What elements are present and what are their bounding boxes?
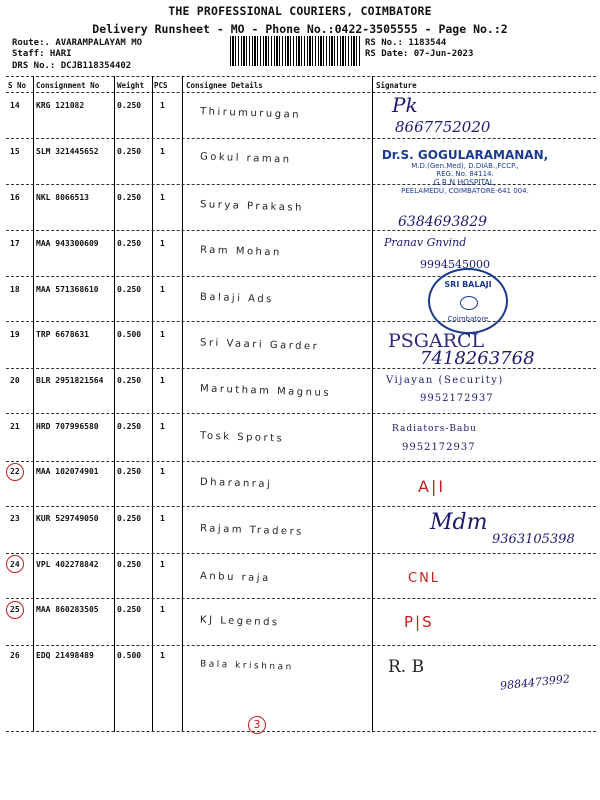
col-divider [33, 76, 34, 732]
row-pcs: 1 [160, 376, 165, 385]
doctor-address: PEELAMEDU, COIMBATORE-641 004. [401, 187, 529, 195]
col-divider [372, 76, 373, 732]
consignee-name: Tosk Sports [199, 430, 285, 445]
row-sno: 24 [10, 560, 20, 569]
row-pcs: 1 [160, 285, 165, 294]
signature-scribble: Pk [392, 93, 418, 117]
status-note: P|S [404, 613, 434, 631]
row-pcs: 1 [160, 193, 165, 202]
row-sno: 14 [10, 101, 20, 110]
signature-name: Pranav Gnvind [384, 236, 467, 249]
row-divider [6, 413, 596, 414]
col-divider [182, 76, 183, 732]
col-header-consignment: Consignment No [36, 81, 100, 90]
col-header-signature: Signature [376, 81, 417, 90]
row-divider [6, 230, 596, 231]
stamp-bottom-text: Coimbatore [447, 315, 489, 323]
page-mark: 3 [248, 716, 266, 734]
signature-phone: 9994545000 [420, 258, 490, 271]
doctor-stamp [380, 148, 550, 195]
row-pcs: 1 [160, 514, 165, 523]
col-header-weight: Weight [117, 81, 145, 90]
row-weight: 0.250 [117, 560, 142, 569]
col-header-pcs: PCS [154, 81, 168, 90]
row-weight: 0.250 [117, 605, 142, 614]
drs-number: DRS No.: DCJB118354402 [12, 61, 132, 71]
doctor-qualification: M.D.(Gen.Med), D.DIAB.,FCCP., [411, 162, 519, 170]
row-divider [6, 645, 596, 646]
row-divider [6, 598, 596, 599]
row-sno: 17 [10, 239, 20, 248]
row-divider [6, 506, 596, 507]
rs-number: RS No.: 1183544 [365, 38, 447, 48]
status-note: A|I [418, 477, 446, 496]
consignee-name: Bala krishnan [199, 659, 294, 673]
col-header-sno: S No [8, 81, 27, 90]
signature-phone: 9363105398 [492, 532, 575, 547]
runsheet-subtitle: Delivery Runsheet - MO - Phone No.:0422-3505555 - Page No.:2 [92, 22, 508, 36]
consignee-name: Balaji Ads [199, 291, 275, 306]
row-sno: 25 [10, 605, 20, 614]
row-weight: 0.250 [117, 514, 142, 523]
row-weight: 0.500 [117, 330, 142, 339]
row-consignment: KUR 529749050 [36, 514, 99, 523]
row-pcs: 1 [160, 651, 165, 660]
route-label: Route:. AVARAMPALAYAM MO [12, 38, 143, 48]
row-divider [6, 461, 596, 462]
rs-date: RS Date: 07-Jun-2023 [365, 49, 474, 59]
table-top-rule [6, 76, 596, 77]
row-divider [6, 321, 596, 322]
runsheet-title: THE PROFESSIONAL COURIERS, COIMBATORE [168, 4, 432, 18]
doctor-name: Dr.S. GOGULARAMANAN, [381, 148, 549, 162]
row-consignment: EDQ 21498489 [36, 651, 94, 660]
row-consignment: MAA 860283505 [36, 605, 99, 614]
signature-phone: 9952172937 [402, 442, 476, 453]
row-sno: 22 [10, 467, 20, 476]
consignee-name: Thirumurugan [199, 106, 302, 121]
row-consignment: KRG 121082 [36, 101, 85, 110]
row-consignment: BLR 2951821564 [36, 376, 104, 385]
row-consignment: MAA 943300609 [36, 239, 99, 248]
row-pcs: 1 [160, 422, 165, 431]
signature-phone: 7418263768 [420, 348, 535, 369]
row-sno: 15 [10, 147, 20, 156]
signature-name: PSGARCL [388, 330, 485, 352]
col-header-consignee: Consignee Details [186, 81, 263, 90]
row-divider [6, 553, 596, 554]
signature-phone: 9952172937 [420, 393, 494, 404]
row-pcs: 1 [160, 605, 165, 614]
consignee-name: Ram Mohan [199, 244, 282, 259]
row-pcs: 1 [160, 239, 165, 248]
signature-phone: 8667752020 [395, 118, 491, 136]
row-weight: 0.250 [117, 239, 142, 248]
row-consignment: VPL 402278842 [36, 560, 99, 569]
row-consignment: MAA 102074901 [36, 467, 99, 476]
row-pcs: 1 [160, 101, 165, 110]
row-weight: 0.250 [117, 193, 142, 202]
row-consignment: NKL 8066513 [36, 193, 89, 202]
stamp-top-text: SRI BALAJI [444, 280, 492, 289]
row-pcs: 1 [160, 147, 165, 156]
row-sno: 23 [10, 514, 20, 523]
doctor-hospital: G R N HOSPITAL, [433, 178, 497, 187]
row-sno: 26 [10, 651, 20, 660]
signature-name: Radiators-Babu [392, 424, 477, 434]
consignee-name: Dharanraj [199, 476, 273, 491]
col-divider [114, 76, 115, 732]
col-divider [152, 76, 153, 732]
signature-name: Vijayan (Security) [386, 375, 504, 386]
header-bottom-rule [6, 92, 596, 93]
doctor-reg: REG. No. 84114. [436, 170, 494, 178]
row-pcs: 1 [160, 467, 165, 476]
row-consignment: TRP 6678631 [36, 330, 89, 339]
row-divider [6, 276, 596, 277]
row-weight: 0.250 [117, 467, 142, 476]
row-sno: 20 [10, 376, 20, 385]
signature-phone: 6384693829 [398, 214, 488, 230]
row-sno: 21 [10, 422, 20, 431]
consignee-name: KJ Legends [199, 614, 280, 629]
signature-name: R. B [388, 657, 425, 677]
table-bottom-rule [6, 731, 596, 732]
row-weight: 0.250 [117, 147, 142, 156]
row-weight: 0.500 [117, 651, 142, 660]
consignee-name: Marutham Magnus [199, 383, 332, 399]
row-sno: 19 [10, 330, 20, 339]
signature-phone: 9884473992 [499, 672, 571, 693]
consignee-name: Gokul raman [199, 151, 292, 166]
status-note: CNL [408, 571, 441, 586]
row-consignment: HRD 707996580 [36, 422, 99, 431]
barcode [230, 36, 362, 66]
row-consignment: MAA 571368610 [36, 285, 99, 294]
row-weight: 0.250 [117, 101, 142, 110]
staff-label: Staff: HARI [12, 49, 72, 59]
row-pcs: 1 [160, 560, 165, 569]
signature-scribble: Mdm [430, 510, 488, 535]
row-sno: 18 [10, 285, 20, 294]
consignee-name: Anbu raja [199, 570, 271, 585]
row-weight: 0.250 [117, 422, 142, 431]
consignee-name: Surya Prakash [199, 199, 305, 214]
row-sno: 16 [10, 193, 20, 202]
row-consignment: SLM 321445652 [36, 147, 99, 156]
consignee-name: Sri Vaari Garder [199, 337, 320, 353]
round-stamp [428, 268, 508, 334]
row-divider [6, 138, 596, 139]
consignee-name: Rajam Traders [199, 523, 305, 538]
row-weight: 0.250 [117, 376, 142, 385]
row-pcs: 1 [160, 330, 165, 339]
row-weight: 0.250 [117, 285, 142, 294]
stamp-emblem [460, 296, 478, 310]
